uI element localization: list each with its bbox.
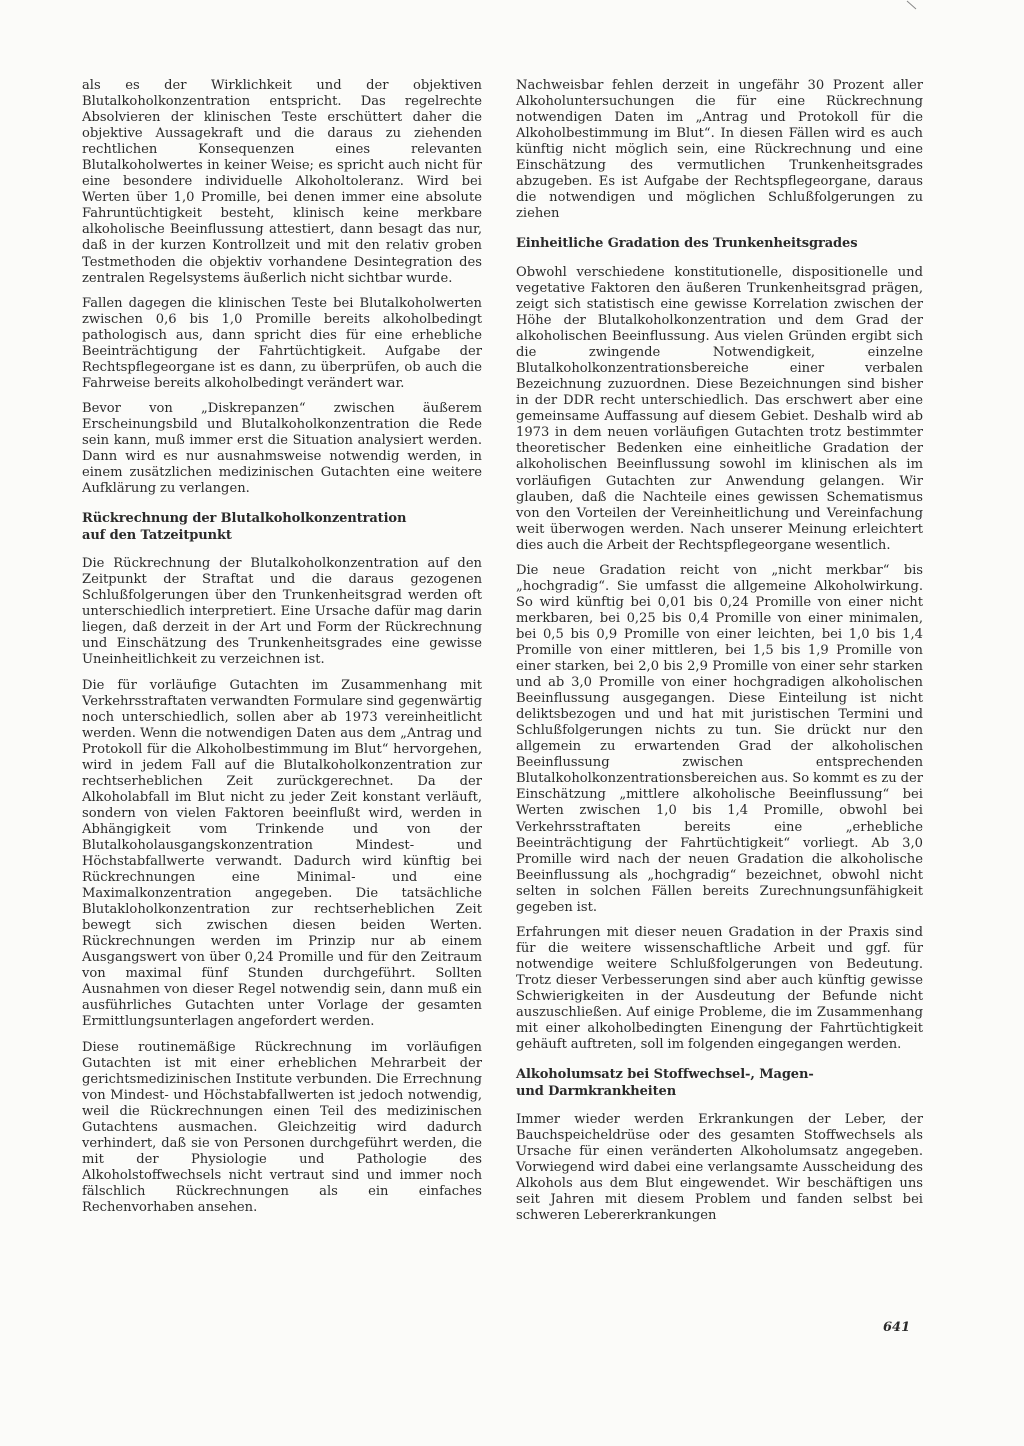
body-paragraph: Diese routinemäßige Rückrechnung im vorläufigen Gutachten ist mit einer erheblichen Mehrarbeit der gerichtsmedizinischen Institute verbunden. Die Errechnung von Mindest- und Höchstabfallwerten ist jedoch notwendig, weil die Rückrechnungen einen Teil des medizinischen Gutachtens ausmachen. Gleichzeitig wird dadurch verhindert, daß sie von Personen durchgeführt werden, die mit der Physiologie und Pathologie des Alkoholstoffwechsels nicht vertraut sind und immer noch fälschlich Rückrechnungen als ein einfaches Rechenvorhaben ansehen.: [82, 1039, 482, 1215]
section-heading-line: Rückrechnung der Blutalkoholkonzentration: [82, 511, 407, 527]
body-paragraph: Nachweisbar fehlen derzeit in ungefähr 30 Prozent aller Alkoholuntersuchungen die für eine Rückrechnung notwendigen Daten im „Antrag und Protokoll für die Alkoholbestimmung im Blut“. In diesen Fällen wird es auch künftig nicht möglich sein, eine Rückrechnung und eine Einschätzung des vermutlichen Trunkenheitsgrades abzugeben. Es ist Aufgabe der Rechtspflegeorgane, daraus die notwendigen und möglichen Schlußfolgerungen zu ziehen: [516, 78, 923, 222]
left-column: [82, 78, 482, 1225]
section-heading: [82, 511, 482, 544]
section-heading-line: Alkoholumsatz bei Stoffwechsel-, Magen-: [516, 1067, 814, 1083]
section-heading: [516, 236, 923, 253]
body-paragraph: Obwohl verschiedene konstitutionelle, dispositionelle und vegetative Faktoren den äußeren Trunkenheitsgrad prägen, zeigt sich statistisch eine gewisse Korrelation zwischen der Höhe der Blutalkoholkonzentration und dem Grad der alkoholischen Beeinflussung. Aus vielen Gründen ergibt sich die zwingende Notwendigkeit, einzelne Blutalkoholkonzentrationsbereiche einer verbalen Bezeichnung zuzuordnen. Diese Bezeichnungen sind bisher in der DDR recht unterschiedlich. Das erschwert aber eine gemeinsame Auffassung auf diesem Gebiet. Deshalb wird ab 1973 in dem neuen vorläufigen Gutachten trotz bestimmter theoretischer Bedenken eine einheitliche Gradation der alkoholischen Beeinflussung sowohl im klinischen als im vorläufigen Gutachten zur Anwendung gelangen. Wir glauben, daß die Nachteile eines gewissen Schematismus von den Vorteilen der Vereinheitlichung und Vereinfachung weit überwogen werden. Nach unserer Meinung erleichtert dies auch die Arbeit der Rechtspflegeorgane wesentlich.: [516, 264, 923, 553]
body-paragraph: Die für vorläufige Gutachten im Zusammenhang mit Verkehrsstraftaten verwandten Formulare sind gegenwärtig noch unterschiedlich, sollen aber ab 1973 vereinheitlicht werden. Wenn die notwendigen Daten aus dem „Antrag und Protokoll für die Alkoholbestimmung im Blut“ hervorgehen, wird in jedem Fall auf die Blutalkoholkonzentration zur rechtserheblichen Zeit zurückgerechnet. Da der Alkoholabfall im Blut nicht zu jeder Zeit konstant verläuft, sondern von vielen Faktoren beeinflußt wird, werden in Abhängigkeit vom Trinkende und von der Blutalkoholausgangskonzentration Mindest- und Höchstabfallwerte verwandt. Dadurch wird künftig bei Rückrechnungen eine Minimal- und eine Maximalkonzentration angegeben. Die tatsächliche Blutakloholkonzentration zur rechtserheblichen Zeit bewegt sich zwischen diesen beiden Werten. Rückrechnungen werden im Prinzip nur ab einem Ausgangswert von über 0,24 Promille und für den Zeitraum von maximal fünf Stunden durchgeführt. Sollten Ausnahmen von dieser Regel notwendig sein, dann muß ein ausführliches Gutachten unter Vorlage der gesamten Ermittlungsunterlagen angefordert werden.: [82, 677, 482, 1030]
body-paragraph: Immer wieder werden Erkrankungen der Leber, der Bauchspeicheldrüse oder des gesamten Stoffwechsels als Ursache für einen veränderten Alkoholumsatz angegeben. Vorwiegend wird dabei eine verlangsamte Ausscheidung des Alkohols aus dem Blut eingewendet. Wir beschäftigen uns seit Jahren mit diesem Problem und fanden selbst bei schweren Lebererkrankungen: [516, 1112, 923, 1224]
body-paragraph: als es der Wirklichkeit und der objektiven Blutalkoholkonzentration entspricht. Das regelrechte Absolvieren der klinischen Teste erschüttert daher die objektive Aussagekraft und die daraus zu ziehenden rechtlichen Konsequenzen eines relevanten Blutalkoholwertes in keiner Weise; es spricht auch nicht für eine besondere individuelle Alkoholtoleranz. Wird bei Werten über 1,0 Promille, bei denen immer eine absolute Fahruntüchtigkeit besteht, klinisch keine merkbare alkoholische Beeinflussung attestiert, dann besagt das nur, daß in der kurzen Kontrollzeit und mit den relativ groben Testmethoden die objektiv vorhandene Desintegration des zentralen Regelsystems äußerlich nicht sichtbar wurde.: [82, 78, 482, 286]
body-paragraph: Fallen dagegen die klinischen Teste bei Blutalkoholwerten zwischen 0,6 bis 1,0 Promille bereits alkoholbedingt pathologisch aus, dann spricht dies für eine erhebliche Beeinträchtigung der Fahrtüchtigkeit. Aufgabe der Rechtspflegeorgane ist es dann, zu überprüfen, ob auch die Fahrweise bereits alkoholbedingt verändert war.: [82, 295, 482, 391]
section-heading-line: und Darmkrankheiten: [516, 1083, 677, 1099]
section-heading-line: Einheitliche Gradation des Trunkenheitsgrades: [516, 236, 858, 252]
corner-scratch-mark: [906, 0, 918, 10]
section-heading: [516, 1067, 923, 1100]
right-column: [516, 78, 923, 1234]
body-paragraph: Erfahrungen mit dieser neuen Gradation in der Praxis sind für die weitere wissenschaftliche Arbeit und ggf. für notwendige weitere Schlußfolgerungen von Bedeutung. Trotz dieser Verbesserungen sind aber auch künftig gewisse Schwierigkeiten in der Ausdeutung der Befunde nicht auszuschließen. Auf einige Probleme, die im Zusammenhang mit einer alkoholbedingten Einengung der Fahrtüchtigkeit gehäuft auftreten, soll im folgenden eingegangen werden.: [516, 924, 923, 1053]
body-paragraph: Die neue Gradation reicht von „nicht merkbar“ bis „hochgradig“. Sie umfasst die allgemeine Alkoholwirkung. So wird künftig bei 0,01 bis 0,24 Promille von einer nicht merkbaren, bei 0,25 bis 0,4 Promille von einer minimalen, bei 0,5 bis 0,9 Promille von einer leichten, bei 1,0 bis 1,4 Promille von einer mittleren, bei 1,5 bis 1,9 Promille von einer starken, bei 2,0 bis 2,9 Promille von einer sehr starken und ab 3,0 Promille von einer hochgradigen alkoholischen Beeinflussung ausgegangen. Diese Einteilung ist nicht deliktsbezogen und und hat mit juristischen Termini und Schlußfolgerungen nichts zu tun. Sie drückt nur den allgemein zu erwartenden Grad der alkoholischen Beeinflussung zwischen entsprechenden Blutalkoholkonzentrationsbereichen aus. So kommt es zu der Einschätzung „mittlere alkoholische Beeinflussung“ bei Werten zwischen 1,0 bis 1,4 Promille, obwohl bei Verkehrsstraftaten bereits eine „erhebliche Beeinträchtigung der Fahrtüchtigkeit“ vorliegt. Ab 3,0 Promille wird nach der neuen Gradation die alkoholische Beeinflussung als „hochgradig“ bezeichnet, obwohl nicht selten in solchen Fällen bereits Zurechnungsunfähigkeit gegeben ist.: [516, 562, 923, 915]
body-paragraph: Bevor von „Diskrepanzen“ zwischen äußerem Erscheinungsbild und Blutalkoholkonzentration die Rede sein kann, muß immer erst die Situation analysiert werden. Dann wird es nur ausnahmsweise notwendig werden, in einem zusätzlichen medizinischen Gutachten eine weitere Aufklärung zu verlangen.: [82, 400, 482, 497]
body-paragraph: Die Rückrechnung der Blutalkoholkonzentration auf den Zeitpunkt der Straftat und die daraus gezogenen Schlußfolgerungen über den Trunkenheitsgrad werden oft unterschiedlich interpretiert. Eine Ursache dafür mag darin liegen, daß derzeit in der Art und Form der Rückrechnung und Einschätzung des Trunkenheitsgrades eine gewisse Uneinheitlichkeit zu verzeichnen ist.: [82, 556, 482, 668]
section-heading-line: auf den Tatzeitpunkt: [82, 527, 232, 543]
page-number: 641: [883, 1320, 911, 1335]
